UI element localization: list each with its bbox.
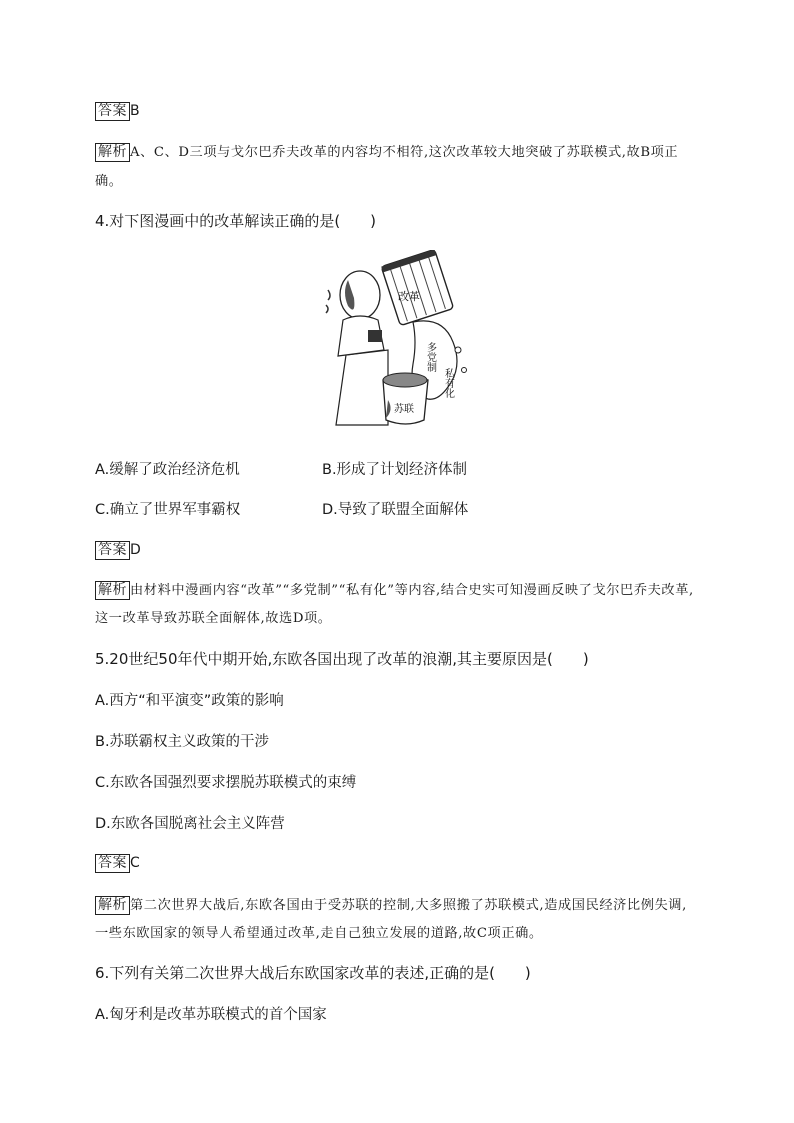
splash-drop: [462, 368, 467, 373]
explanation-text: A、C、D三项与戈尔巴乔夫改革的内容均不相符,这次改革较大地突破了苏联模式,故B项正: [130, 145, 679, 160]
answer-value: C: [130, 855, 140, 871]
q3-explanation: [95, 141, 678, 162]
reform-cartoon-image: [318, 250, 478, 430]
q4-answer-row: [95, 539, 141, 560]
question-stem: 6.下列有关第二次世界大战后东欧国家改革的表述,正确的是( ): [95, 964, 531, 982]
option-c: C.确立了世界军事霸权: [95, 502, 241, 518]
q3-answer-row: [95, 100, 140, 121]
barrel: [381, 250, 453, 326]
sweat-drops: [326, 290, 330, 313]
answer-value: D: [130, 542, 141, 558]
answer-label: 答案: [95, 854, 130, 873]
explanation-text: 第二次世界大战后,东欧各国由于受苏联的控制,大多照搬了苏联模式,造成国民经济比例失调,: [130, 898, 687, 913]
pot-label: 苏联: [394, 404, 414, 415]
q5-explanation: [95, 894, 687, 915]
explanation-text: 这一改革导致苏联全面解体,故选D项。: [95, 611, 332, 626]
splash-drop: [455, 347, 461, 353]
option-c: C.东欧各国强烈要求摆脱苏联模式的束缚: [95, 775, 357, 791]
option-d: D.东欧各国脱离社会主义阵营: [95, 816, 285, 832]
pot-contents: [383, 373, 427, 387]
option-a: A.西方“和平演变”政策的影响: [95, 693, 284, 709]
explanation-text: 确。: [95, 174, 123, 189]
explanation-label: 解析: [95, 581, 130, 600]
option-b: B.形成了计划经济体制: [322, 462, 468, 478]
explanation-text: 由材料中漫画内容“改革”“多党制”“私有化”等内容,结合史实可知漫画反映了戈尔巴乔夫改革,: [130, 583, 694, 598]
question-stem: 5.20世纪50年代中期开始,东欧各国出现了改革的浪潮,其主要原因是( ): [95, 650, 589, 668]
option-a: A.匈牙利是改革苏联模式的首个国家: [95, 1007, 327, 1023]
barrel-label: 改革: [398, 290, 420, 303]
answer-label: 答案: [95, 541, 130, 560]
answer-value: B: [130, 103, 140, 119]
man-badge: [368, 330, 382, 342]
option-b: B.苏联霸权主义政策的干涉: [95, 734, 270, 750]
q4-explanation: [95, 579, 694, 600]
explanation-text: 一些东欧国家的领导人希望通过改革,走自己独立发展的道路,故C项正确。: [95, 926, 543, 941]
option-a: A.缓解了政治经济危机: [95, 462, 240, 478]
splash-label-privatization: 私有化: [442, 368, 454, 398]
pedestal: [336, 350, 388, 425]
q5-answer-row: [95, 852, 140, 873]
splash-label-multiparty: 多党制: [424, 342, 436, 372]
question-stem: 4.对下图漫画中的改革解读正确的是( ): [95, 212, 377, 230]
option-d: D.导致了联盟全面解体: [322, 502, 469, 518]
answer-label: 答案: [95, 102, 130, 121]
explanation-label: 解析: [95, 896, 130, 915]
explanation-label: 解析: [95, 143, 130, 162]
